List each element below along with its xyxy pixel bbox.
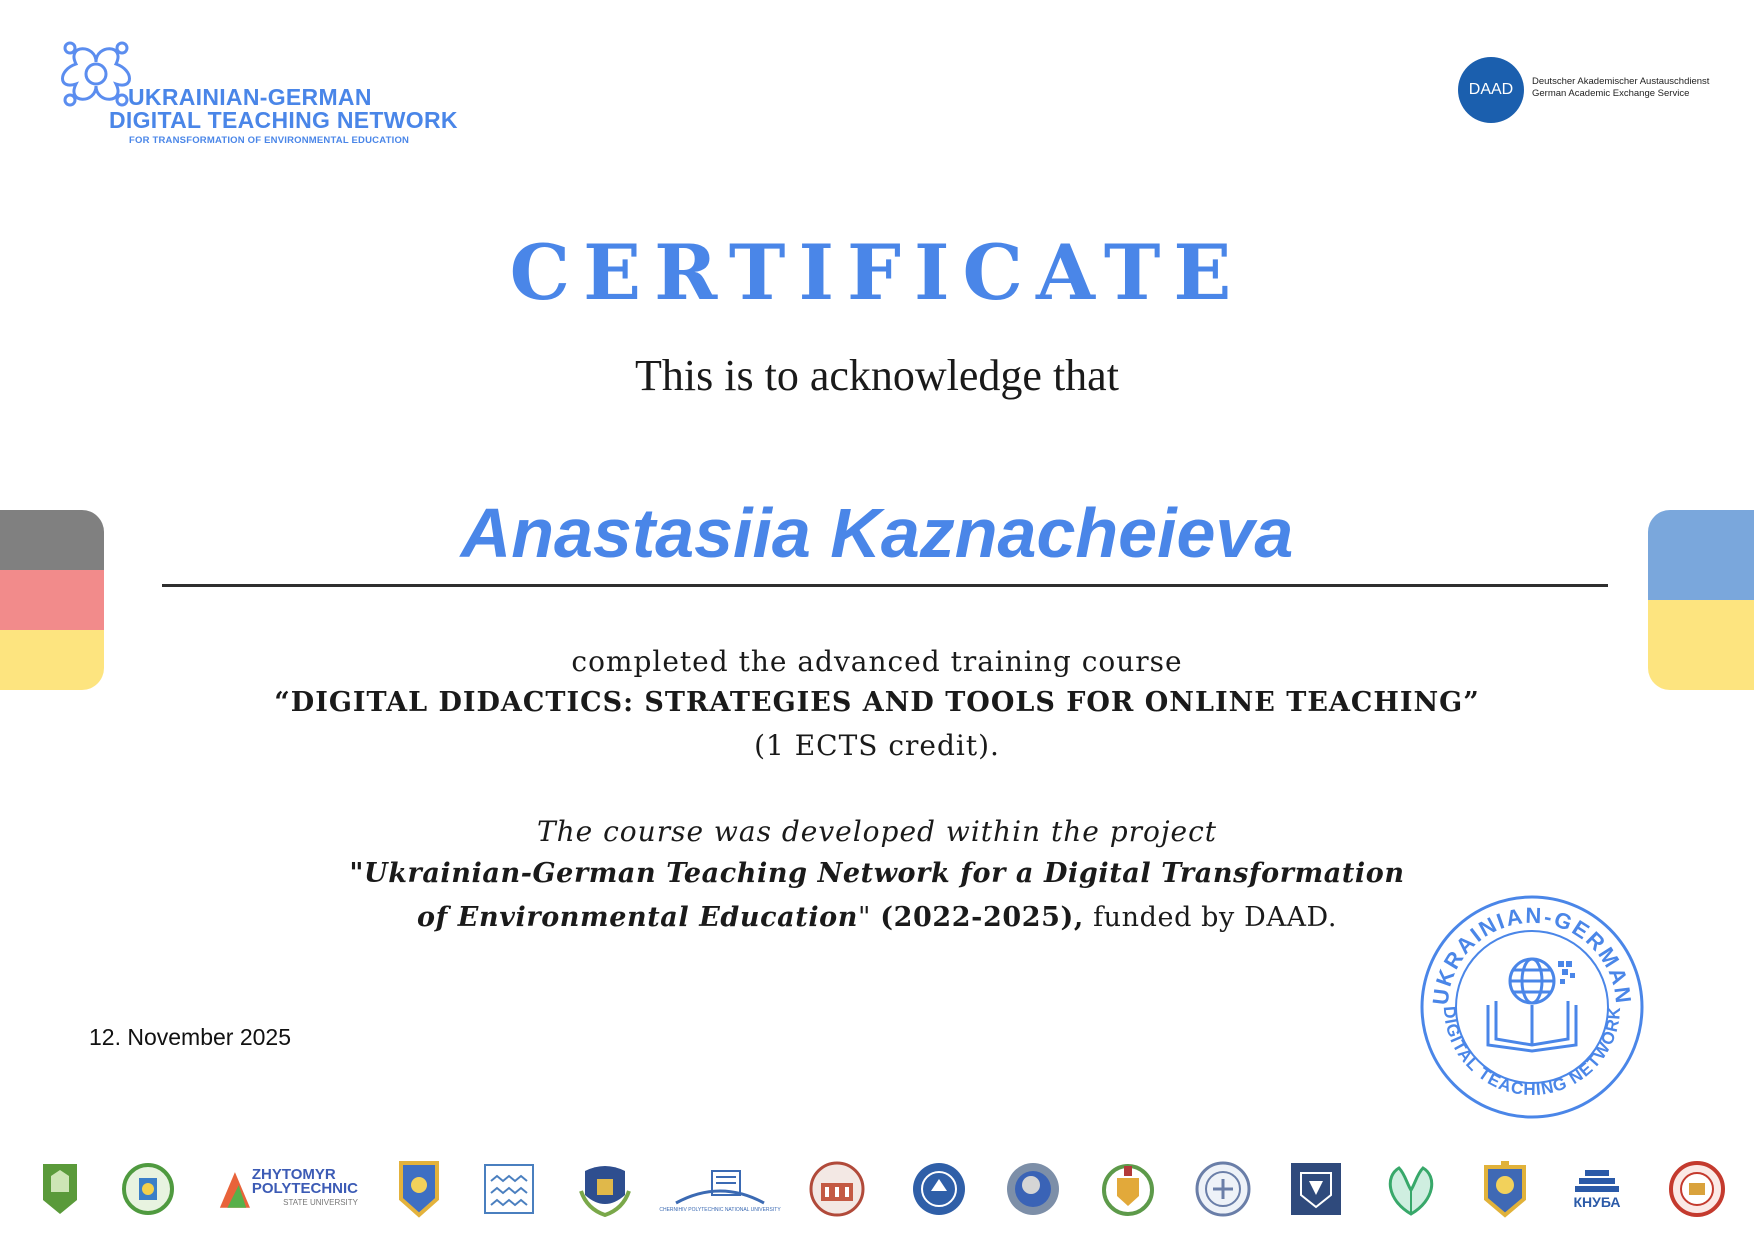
network-logo-line3: FOR TRANSFORMATION OF ENVIRONMENTAL EDUCATION: [129, 135, 410, 146]
ects-credits: (1 ECTS credit).: [754, 729, 1000, 762]
issue-date: 12. November 2025: [89, 1024, 292, 1050]
network-logo-line2: DIGITAL TEACHING NETWORK: [109, 107, 458, 133]
partner-logo-2: [118, 1158, 178, 1220]
recipient-name: Anastasiia Kaznacheieva: [460, 494, 1294, 572]
zhytomyr-line3: STATE UNIVERSITY: [283, 1198, 358, 1207]
course-title: “DIGITAL DIDACTICS: STRATEGIES AND TOOLS FOR ONLINE TEACHING”: [274, 687, 1480, 718]
daad-text-de: Deutscher Akademischer Austauschdienst: [1532, 76, 1710, 87]
partner-logo-17: [1668, 1158, 1726, 1220]
partner-logo-11: [1098, 1158, 1158, 1220]
project-line-2-years: (2022-2025),: [880, 902, 1084, 933]
completed-text: completed the advanced training course: [571, 645, 1183, 678]
project-line-2-quote: ": [858, 902, 881, 933]
daad-logo: [1458, 57, 1718, 123]
project-line-2-name: of Environmental Education: [416, 902, 859, 933]
knuba-text: КНУБА: [1573, 1194, 1621, 1210]
partner-logo-13: [1288, 1158, 1344, 1220]
project-line-2-tail: funded by DAAD.: [1083, 902, 1338, 933]
knot-icon: [56, 34, 136, 114]
partner-logo-knuba: [1566, 1158, 1628, 1220]
partner-logo-zhytomyr: [218, 1158, 358, 1220]
partner-logo-9: [910, 1158, 968, 1220]
partner-logo-8: [808, 1158, 866, 1220]
certificate-title: CERTIFICATE: [509, 228, 1245, 317]
zhytomyr-line2: POLYTECHNIC: [251, 1180, 358, 1197]
acknowledge-text: This is to acknowledge that: [635, 351, 1119, 400]
partner-logo-10: [1004, 1158, 1062, 1220]
german-flag-red: [0, 570, 104, 630]
partner-logo-12: [1194, 1158, 1252, 1220]
partner-logo-1: [40, 1158, 80, 1220]
developed-text: The course was developed within the project: [536, 815, 1218, 848]
daad-mark: DAAD: [1458, 57, 1524, 123]
stamp-top-text: UKRAINIAN-GERMAN: [1427, 902, 1637, 1007]
daad-text-en: German Academic Exchange Service: [1532, 88, 1690, 99]
zhytomyr-line1: ZHYTOMYR: [251, 1166, 336, 1183]
stamp-pixels: [1558, 961, 1575, 984]
partner-logos: [0, 1158, 1754, 1224]
project-line-1: "Ukrainian-German Teaching Network for a Digital Transformation: [349, 858, 1405, 889]
partner-logo-chernihiv: [659, 1158, 781, 1220]
partner-logo-15: [1480, 1158, 1530, 1220]
network-stamp: [1418, 893, 1646, 1121]
partner-logo-14: [1380, 1158, 1442, 1220]
daad-text: [1532, 76, 1709, 100]
network-logo-line1: UKRAINIAN-GERMAN: [128, 84, 372, 110]
partner-logo-waves: [482, 1158, 536, 1220]
zhytomyr-text: [252, 1168, 358, 1210]
stamp-bottom-text: DIGITAL TEACHING NETWORK: [1439, 1005, 1625, 1100]
network-logo: [56, 34, 476, 154]
partner-logo-4: [396, 1158, 442, 1220]
chernihiv-text: CHERNIHIV POLYTECHNIC NATIONAL UNIVERSITY: [659, 1207, 781, 1213]
name-underline: [162, 584, 1608, 587]
partner-logo-6: [578, 1158, 632, 1220]
